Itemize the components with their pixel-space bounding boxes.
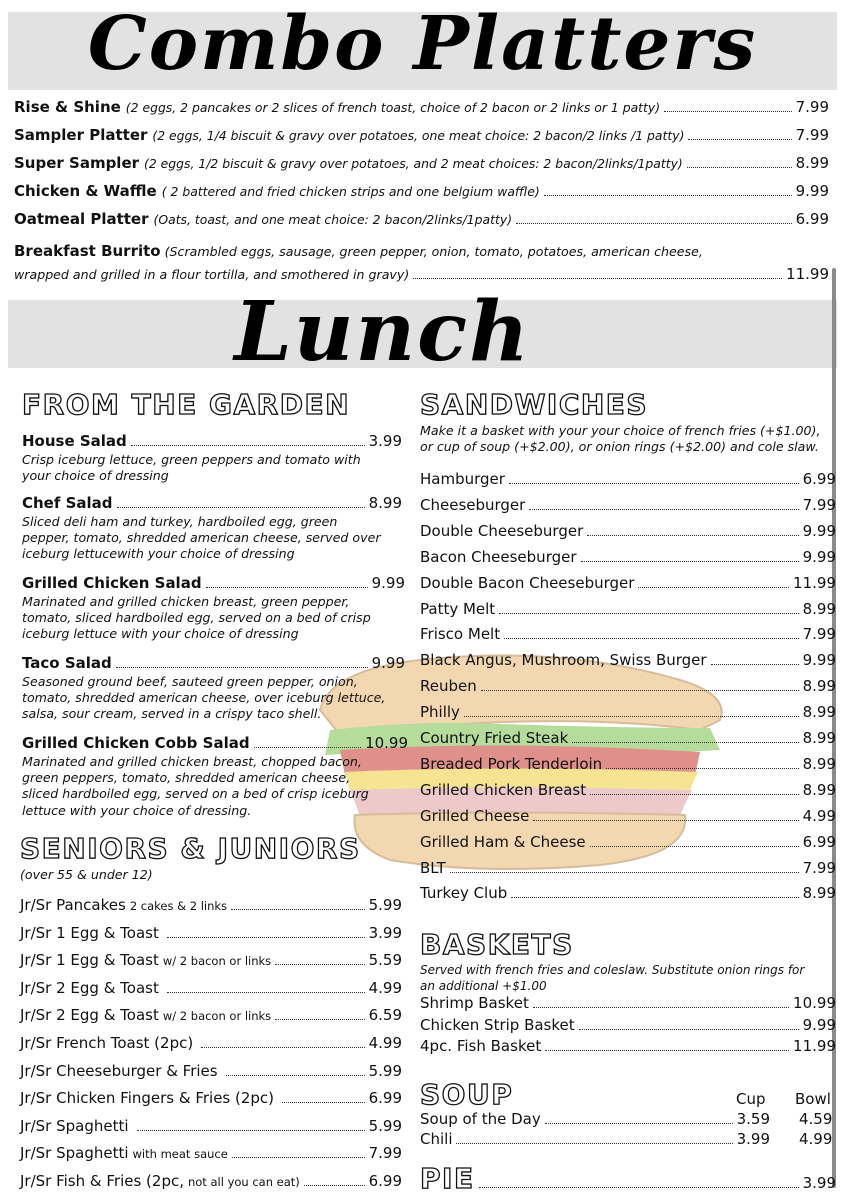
- item-price: 8.99: [368, 494, 402, 512]
- item-price: 6.59: [368, 1006, 402, 1025]
- item-note: w/ 2 bacon or links: [162, 954, 272, 969]
- bowl-header: Bowl: [795, 1090, 831, 1108]
- desc-line: iceburg lettuce with your choice of dressing: [22, 626, 299, 642]
- combo-item: [14, 210, 829, 238]
- item-price: 5.59: [368, 951, 402, 970]
- item-name: Jr/Sr 2 Egg & Toast: [20, 1006, 159, 1025]
- item-name: Philly: [420, 703, 460, 722]
- desc-line: pepper, tomato, shredded american cheese, served over: [22, 530, 381, 546]
- dot-leader: [479, 1187, 799, 1188]
- dot-leader: [456, 1143, 732, 1144]
- item-name: House Salad: [22, 432, 127, 450]
- combo-item-name: Rise & Shine: [14, 98, 121, 116]
- garden-item: [22, 654, 405, 672]
- garden-item: [22, 734, 408, 752]
- item-price: 3.99: [368, 432, 402, 450]
- dot-leader: [516, 223, 792, 224]
- combo-item-name: Breakfast Burrito: [14, 242, 161, 260]
- sandwich-item: [420, 522, 836, 540]
- item-name: Patty Melt: [420, 599, 496, 618]
- basket-item: [420, 1037, 836, 1055]
- item-name: Grilled Chicken Breast: [420, 780, 587, 799]
- item-note: not all you can eat): [187, 1175, 300, 1189]
- dot-leader: [201, 1047, 364, 1048]
- combo-item-burrito: [14, 240, 829, 286]
- garden-title: FROM THE GARDEN: [22, 388, 351, 421]
- combo-item-desc: (2 eggs, 2 pancakes or 2 slices of french toast, choice of 2 bacon or 2 links or 1 patty): [125, 100, 661, 115]
- dot-leader: [137, 1130, 365, 1131]
- sandwich-item: [420, 703, 836, 721]
- dot-leader: [254, 747, 361, 748]
- desc-line: or cup of soup (+$2.00), or onion rings (+$2.00) and cole slaw.: [420, 439, 819, 455]
- dot-leader: [413, 278, 782, 279]
- seniors-item: [20, 1172, 402, 1190]
- item-name: Hamburger: [420, 470, 505, 488]
- desc-line: tomato, sliced hardboiled egg, served on a bed of crisp: [22, 610, 371, 626]
- item-price: 8.99: [802, 677, 836, 696]
- item-price: 8.99: [802, 729, 836, 747]
- garden-item: [22, 432, 402, 450]
- dot-leader: [206, 587, 368, 588]
- dot-leader: [511, 897, 798, 898]
- combo-title: Combo Platters: [87, 1, 758, 87]
- dot-leader: [232, 1157, 365, 1158]
- dot-leader: [581, 561, 799, 562]
- dot-leader: [464, 716, 799, 717]
- seniors-item: [20, 1062, 402, 1080]
- item-price: 9.99: [371, 654, 405, 672]
- sandwiches-desc: [420, 423, 820, 455]
- item-price: 5.99: [368, 1116, 402, 1135]
- item-note: 2 cakes & 2 links: [129, 899, 228, 913]
- basket-item: [420, 1016, 836, 1034]
- sandwich-item: [420, 755, 836, 773]
- seniors-item: [20, 1089, 402, 1107]
- garden-item: [22, 574, 405, 592]
- dot-leader: [226, 1075, 365, 1076]
- item-note: with meat sauce: [132, 1147, 228, 1162]
- sandwich-item: [420, 729, 836, 747]
- item-name: Double Bacon Cheeseburger: [420, 573, 635, 592]
- desc-line: sliced hardboiled egg, served on a bed of crisp iceburg: [22, 786, 369, 802]
- garden-item-desc: [22, 514, 381, 563]
- dot-leader: [275, 1019, 364, 1020]
- sandwich-item: [420, 470, 836, 488]
- desc-line: Seasoned ground beef, sauteed green pepper, onion,: [22, 674, 358, 689]
- garden-item: [22, 494, 402, 512]
- desc-line: Sliced deli ham and turkey, hardboiled egg, green: [22, 514, 338, 529]
- combo-item-price: 8.99: [795, 154, 829, 172]
- sandwich-item: [420, 548, 836, 566]
- item-name: Jr/Sr 1 Egg & Toast: [20, 951, 159, 970]
- item-name: Jr/Sr Spaghetti: [20, 1116, 129, 1135]
- combo-item-price: 6.99: [795, 210, 829, 228]
- dot-leader: [606, 768, 798, 769]
- dot-leader: [587, 535, 798, 536]
- desc-line: Marinated and grilled chicken breast, chopped bacon,: [22, 754, 362, 769]
- dot-leader: [116, 667, 368, 668]
- combo-item-name: Sampler Platter: [14, 126, 148, 144]
- garden-item-desc: [22, 594, 371, 643]
- item-name: Shrimp Basket: [420, 994, 529, 1012]
- desc-line: Crisp iceburg lettuce, green peppers and tomato with: [22, 452, 361, 467]
- item-price: 9.99: [802, 521, 836, 540]
- dot-leader: [167, 937, 365, 938]
- sandwich-item: [420, 496, 836, 514]
- item-price: 5.99: [368, 896, 402, 914]
- item-price: 9.99: [802, 651, 836, 670]
- dot-leader: [545, 1050, 789, 1051]
- item-name: Grilled Ham & Cheese: [420, 832, 586, 851]
- dot-leader: [275, 964, 364, 965]
- item-name: Chili: [420, 1130, 453, 1148]
- dot-leader: [167, 992, 365, 993]
- item-name: Jr/Sr French Toast (2pc): [20, 1034, 194, 1052]
- item-name: 4pc. Fish Basket: [420, 1037, 542, 1055]
- item-price: 8.99: [802, 703, 836, 722]
- item-price: 8.99: [802, 754, 836, 773]
- item-name: Country Fried Steak: [420, 729, 569, 747]
- cup-price: 3.59: [736, 1110, 770, 1128]
- item-price: 6.99: [368, 1172, 402, 1190]
- dot-leader: [687, 167, 792, 168]
- desc-line: an additional +$1.00: [420, 979, 547, 994]
- desc-line: Served with french fries and coleslaw. Substitute onion rings for: [420, 963, 805, 977]
- combo-item-price: 7.99: [795, 98, 829, 116]
- soup-title: SOUP: [420, 1078, 514, 1111]
- item-name: Frisco Melt: [420, 625, 501, 644]
- garden-item-desc: [22, 452, 361, 484]
- item-price: 3.99: [368, 923, 402, 942]
- seniors-item: [20, 951, 402, 969]
- item-price: 4.99: [368, 978, 402, 997]
- item-name: Double Cheeseburger: [420, 521, 584, 540]
- item-price: 11.99: [793, 1037, 836, 1055]
- item-name: Jr/Sr 1 Egg & Toast: [20, 923, 159, 942]
- dot-leader: [664, 111, 792, 112]
- pie-title: PIE: [420, 1162, 475, 1195]
- desc-line: tomato, shredded american cheese, over iceburg lettuce,: [22, 690, 386, 706]
- item-name: Soup of the Day: [420, 1110, 541, 1128]
- item-price: 9.99: [802, 547, 836, 566]
- combo-item-desc-line2: wrapped and grilled in a flour tortilla, and smothered in gravy): [14, 267, 410, 282]
- item-name: Chicken Strip Basket: [420, 1015, 575, 1034]
- combo-item: [14, 98, 829, 126]
- item-name: Chef Salad: [22, 494, 113, 512]
- seniors-item: [20, 1034, 402, 1052]
- sandwiches-title: SANDWICHES: [420, 388, 649, 421]
- bowl-price: 4.59: [799, 1110, 833, 1128]
- item-price: 10.99: [793, 994, 836, 1012]
- dot-leader: [572, 742, 798, 743]
- basket-item: [420, 994, 836, 1012]
- item-name: Bacon Cheeseburger: [420, 547, 577, 566]
- seniors-title: SENIORS & JUNIORS: [20, 832, 361, 865]
- dot-leader: [117, 507, 365, 508]
- sandwich-item: [420, 677, 836, 695]
- dot-leader: [504, 638, 798, 639]
- lunch-title: Lunch: [234, 284, 531, 380]
- item-name: Grilled Chicken Salad: [22, 574, 202, 592]
- combo-item-name: Chicken & Waffle: [14, 182, 157, 200]
- item-name: Reuben: [420, 677, 477, 696]
- dot-leader: [533, 1007, 789, 1008]
- item-name: Jr/Sr Chicken Fingers & Fries (2pc): [20, 1089, 275, 1108]
- seniors-item: [20, 896, 402, 914]
- dot-leader: [590, 846, 799, 847]
- sandwich-item: [420, 574, 836, 592]
- dot-leader: [304, 1185, 365, 1186]
- item-name: Breaded Pork Tenderloin: [420, 754, 603, 773]
- baskets-desc: [420, 962, 804, 994]
- item-price: 5.99: [368, 1061, 402, 1080]
- dot-leader: [529, 509, 798, 510]
- soup-item: [420, 1130, 770, 1148]
- item-name: Grilled Cheese: [420, 806, 530, 825]
- sandwich-item: [420, 625, 836, 643]
- desc-line: green peppers, tomato, shredded american cheese,: [22, 770, 351, 786]
- combo-item: [14, 182, 829, 210]
- dot-leader: [590, 794, 798, 795]
- desc-line: your choice of dressing: [22, 468, 169, 484]
- sandwich-item: [420, 884, 836, 902]
- item-price: 7.99: [802, 858, 836, 877]
- garden-item-desc: [22, 754, 369, 819]
- pie-item: [420, 1162, 836, 1195]
- item-name: Jr/Sr Cheeseburger & Fries: [20, 1061, 218, 1080]
- combo-item: [14, 126, 829, 154]
- item-price: 8.99: [802, 599, 836, 618]
- dot-leader: [638, 587, 789, 588]
- seniors-item: [20, 979, 402, 997]
- seniors-item: [20, 1117, 402, 1135]
- dot-leader: [131, 445, 365, 446]
- seniors-subtitle: (over 55 & under 12): [20, 867, 153, 882]
- baskets-title: BASKETS: [420, 928, 574, 961]
- combo-item-price: 9.99: [795, 182, 829, 200]
- desc-line: salsa, sour cream, served in a crispy taco shell.: [22, 706, 322, 722]
- item-price: 7.99: [802, 495, 836, 514]
- dot-leader: [579, 1029, 799, 1030]
- combo-list: [14, 98, 829, 286]
- item-price: 6.99: [802, 832, 836, 851]
- item-name: Jr/Sr Spaghetti: [20, 1144, 129, 1163]
- dot-leader: [711, 664, 799, 665]
- item-price: 7.99: [802, 625, 836, 644]
- item-name: Turkey Club: [420, 884, 508, 903]
- dot-leader: [688, 139, 791, 140]
- combo-item-desc: (2 eggs, 1/2 biscuit & gravy over potatoes, and 2 meat choices: 2 bacon/2links/1patty): [144, 156, 683, 171]
- desc-line: Make it a basket with your your choice of french fries (+$1.00),: [420, 423, 821, 438]
- sandwich-item: [420, 807, 836, 825]
- desc-line: iceburg lettucewith your choice of dressing: [22, 546, 295, 562]
- item-note: w/ 2 bacon or links: [162, 1009, 272, 1024]
- dot-leader: [509, 483, 799, 484]
- garden-item-desc: [22, 674, 385, 723]
- cup-header: Cup: [736, 1090, 766, 1108]
- dot-leader: [481, 690, 799, 691]
- dot-leader: [231, 909, 365, 910]
- item-name: Jr/Sr Fish & Fries (2pc,: [20, 1172, 184, 1190]
- dot-leader: [282, 1102, 365, 1103]
- dot-leader: [544, 195, 792, 196]
- sandwich-item: [420, 781, 836, 799]
- bowl-price: 4.99: [799, 1130, 833, 1148]
- item-price: 6.99: [368, 1089, 402, 1108]
- item-price: 11.99: [793, 573, 836, 592]
- sandwich-item: [420, 833, 836, 851]
- item-price: 9.99: [371, 574, 405, 592]
- dot-leader: [545, 1123, 733, 1124]
- combo-item: [14, 154, 829, 182]
- item-name: Jr/Sr Pancakes: [20, 896, 126, 914]
- desc-line: Marinated and grilled chicken breast, green pepper,: [22, 594, 350, 609]
- soup-item: [420, 1110, 770, 1128]
- item-price: 9.99: [802, 1015, 836, 1034]
- sandwich-item: [420, 651, 836, 669]
- combo-item-desc: ( 2 battered and fried chicken strips and one belgium waffle): [161, 184, 540, 199]
- dot-leader: [499, 613, 798, 614]
- item-price: 4.99: [368, 1034, 402, 1052]
- seniors-item: [20, 1144, 402, 1162]
- item-name: Black Angus, Mushroom, Swiss Burger: [420, 651, 707, 670]
- combo-item-desc: (Scrambled eggs, sausage, green pepper, onion, tomato, potatoes, american cheese,: [164, 244, 703, 259]
- item-name: Cheeseburger: [420, 495, 526, 514]
- sandwich-item: [420, 600, 836, 618]
- combo-item-name: Oatmeal Platter: [14, 210, 149, 228]
- item-price: 8.99: [802, 884, 836, 903]
- item-price: 10.99: [365, 734, 408, 752]
- item-name: Jr/Sr 2 Egg & Toast: [20, 978, 159, 997]
- item-price: 6.99: [802, 470, 836, 488]
- item-price: 8.99: [802, 780, 836, 799]
- item-name: Taco Salad: [22, 654, 112, 672]
- dot-leader: [450, 872, 799, 873]
- combo-item-price: 11.99: [786, 265, 829, 283]
- cup-price: 3.99: [736, 1130, 770, 1148]
- seniors-item: [20, 1006, 402, 1024]
- combo-item-price: 7.99: [795, 126, 829, 144]
- item-name: BLT: [420, 858, 446, 877]
- dot-leader: [533, 820, 798, 821]
- item-price: 3.99: [802, 1174, 836, 1192]
- combo-item-desc: (2 eggs, 1/4 biscuit & gravy over potatoes, one meat choice: 2 bacon/2 links /1 patty): [152, 128, 685, 143]
- seniors-item: [20, 924, 402, 942]
- sandwich-item: [420, 859, 836, 877]
- item-price: 4.99: [802, 806, 836, 825]
- combo-item-name: Super Sampler: [14, 154, 140, 172]
- item-name: Grilled Chicken Cobb Salad: [22, 734, 250, 752]
- item-price: 7.99: [368, 1144, 402, 1163]
- desc-line: lettuce with your choice of dressing.: [22, 802, 252, 818]
- combo-item-desc: (Oats, toast, and one meat choice: 2 bacon/2links/1patty): [153, 212, 513, 227]
